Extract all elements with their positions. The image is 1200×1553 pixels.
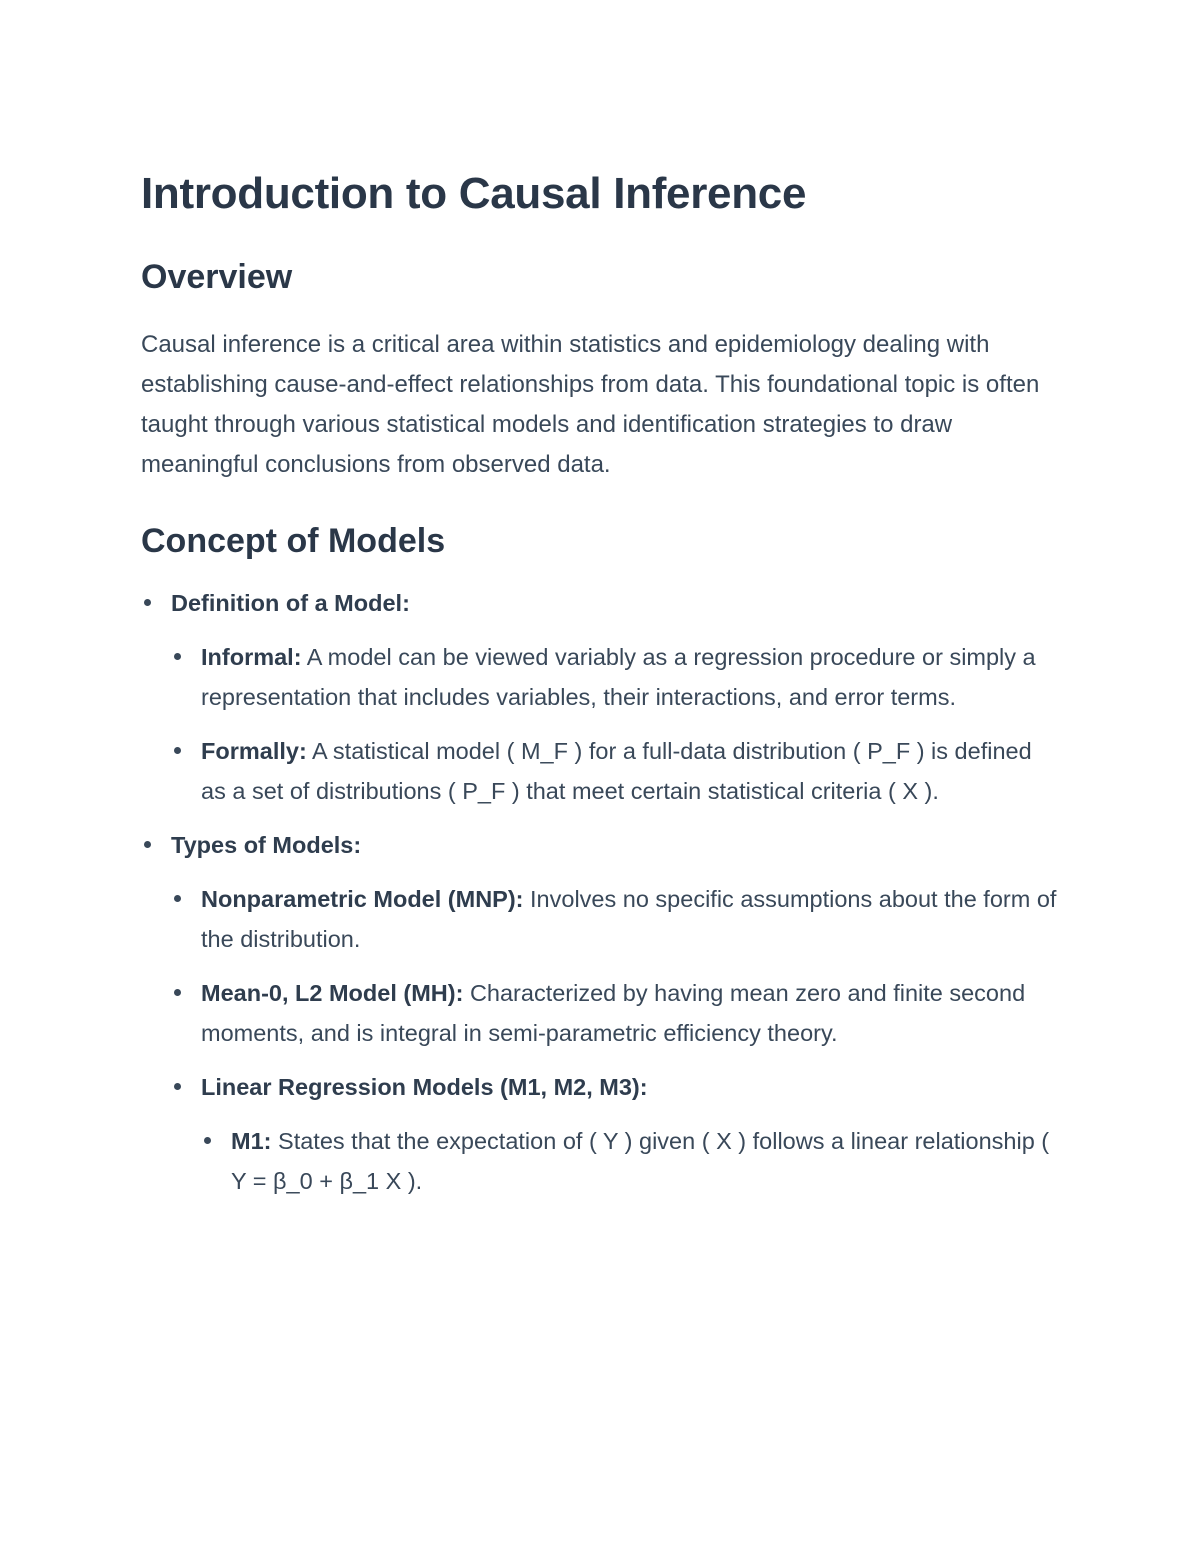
mean0-text: Characterized by having mean zero and finite second moments, and is integral in semi-parametric efficiency theory. [201,980,1026,1046]
bullet-icon [174,895,181,902]
types-sublist [171,879,1061,1201]
m1-text: States that the expectation of ( Y ) given ( X ) follows a linear relationship ( Y = β_0 + β_1 X ). [231,1128,1050,1194]
bullet-icon [144,841,151,848]
bullet-icon [174,653,181,660]
list-item-formally [201,731,1061,811]
bullet-icon [174,747,181,754]
list-item-m1 [231,1121,1061,1201]
list-item-types [141,825,1061,1201]
linear-regression-lead: Linear Regression Models (M1, M2, M3): [201,1074,648,1100]
overview-heading: Overview [141,258,293,296]
nonparametric-text: Involves no specific assumptions about the form of the distribution. [201,886,1057,952]
bullet-icon [174,989,181,996]
formally-lead: Formally: [201,738,307,764]
formally-text: A statistical model ( M_F ) for a full-data distribution ( P_F ) is defined as a set of distributions ( P_F ) that meet certain statistical criteria ( X ). [201,738,1032,804]
concept-of-models-heading: Concept of Models [141,522,446,560]
list-item-informal [201,637,1061,717]
bullet-icon [204,1137,211,1144]
m1-lead: M1: [231,1128,272,1154]
list-item-mean0 [201,973,1061,1053]
nonparametric-lead: Nonparametric Model (MNP): [201,886,524,912]
list-item-nonparametric [201,879,1061,959]
definition-sublist [171,637,1061,811]
mean0-lead: Mean-0, L2 Model (MH): [201,980,464,1006]
informal-text: A model can be viewed variably as a regression procedure or simply a representation that includes variables, their interactions, and error terms. [201,644,1036,710]
bullet-icon [174,1083,181,1090]
concept-list [141,583,1061,1201]
informal-lead: Informal: [201,644,302,670]
definition-label: Definition of a Model: [171,590,410,616]
overview-paragraph: Causal inference is a critical area within statistics and epidemiology dealing with establishing cause-and-effect relationships from data. This foundational topic is often taught through various statistical models and identification strategies to draw meaningful conclusions from observed data. [141,331,1040,478]
document-page [141,165,1061,1201]
list-item-definition [141,583,1061,811]
types-label: Types of Models: [171,832,362,858]
page-title: Introduction to Causal Inference [141,169,807,218]
list-item-linear-regression [201,1067,1061,1201]
linear-regression-sublist [201,1121,1061,1201]
bullet-icon [144,599,151,606]
